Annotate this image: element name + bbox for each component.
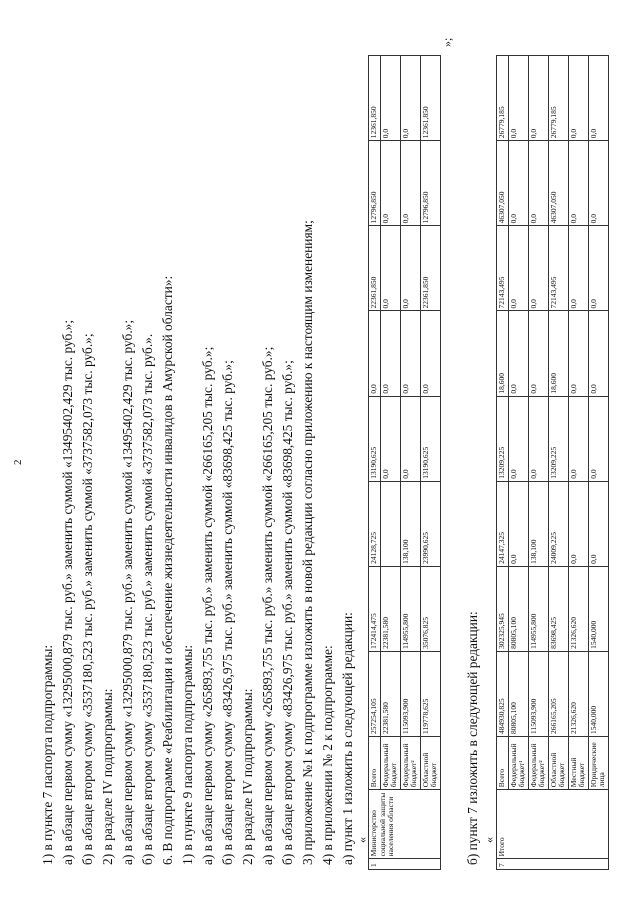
table-row (420, 56, 440, 870)
value-cell: 0,0 (508, 56, 528, 141)
value-cell: 115093,900 (528, 651, 548, 736)
value-cell: 115093,900 (400, 651, 420, 736)
value-cell: 80805,100 (508, 566, 528, 651)
value-cell: 0,0 (568, 311, 588, 396)
text-line: б) пункт 7 изложить в следующей редакции: (465, 611, 480, 865)
value-cell: 257254,105 (369, 651, 381, 736)
table-row (588, 56, 608, 870)
value-cell: 0,0 (588, 311, 608, 396)
value-cell: 0,0 (568, 481, 588, 566)
value-cell: 0,0 (508, 311, 528, 396)
value-cell: 0,0 (400, 141, 420, 226)
source-label: Юридические лица (588, 737, 608, 790)
source-label: Федеральный бюджет¹ (508, 737, 528, 790)
value-cell: 72143,495 (548, 226, 568, 311)
text-line: 6. В подпрограмме «Реабилитация и обеспечение жизнедеятельности инвалидов в Амурской области»: (160, 275, 175, 865)
value-cell: 0,0 (380, 396, 400, 481)
organization-cell: Министерство социальной защиты населения области (369, 790, 441, 859)
value-cell: 0,0 (528, 141, 548, 226)
value-cell: 13190,625 (420, 396, 440, 481)
source-label: Всего (497, 737, 509, 790)
text-line: а) в абзаце первом сумму «265893,755 тыс. руб.» заменить суммой «266165,205 тыс. руб.»; (260, 346, 275, 865)
value-cell: 0,0 (588, 396, 608, 481)
value-cell: 0,0 (420, 311, 440, 396)
text-line: а) в абзаце первом сумму «13295000,879 тыс. руб.» заменить суммой «13495402,429 тыс. руб.»; (60, 319, 75, 865)
value-cell: 13209,225 (497, 396, 509, 481)
value-cell: 0,0 (528, 396, 548, 481)
page-number: 2 (12, 459, 24, 465)
text-line: а) в абзаце первом сумму «13295000,879 тыс. руб.» заменить суммой «13495402,429 тыс. руб.»; (120, 319, 135, 865)
value-cell: 0,0 (400, 311, 420, 396)
value-cell: 13209,225 (548, 396, 568, 481)
value-cell: 1540,000 (588, 651, 608, 736)
value-cell: 0,0 (568, 141, 588, 226)
value-cell: 22361,850 (369, 226, 381, 311)
funding-table-item-7 (496, 55, 609, 870)
close-quote: »; (440, 37, 454, 47)
value-cell: 26779,185 (497, 56, 509, 141)
value-cell: 0,0 (528, 56, 548, 141)
value-cell: 22361,850 (420, 226, 440, 311)
value-cell: 0,0 (588, 481, 608, 566)
value-cell: 0,0 (508, 141, 528, 226)
value-cell: 12796,850 (369, 141, 381, 226)
text-line: 1) в пункте 9 паспорта подпрограммы: (180, 644, 195, 865)
source-label: Областной бюджет (548, 737, 568, 790)
value-cell: 0,0 (380, 141, 400, 226)
value-cell: 12361,850 (369, 56, 381, 141)
text-line: а) пункт 1 изложить в следующей редакции: (340, 612, 355, 865)
value-cell: 119778,625 (420, 651, 440, 736)
table-row (369, 56, 381, 870)
table-row (400, 56, 420, 870)
value-cell: 22381,580 (380, 566, 400, 651)
funding-table-item-1 (368, 55, 441, 870)
value-cell: 0,0 (380, 56, 400, 141)
value-cell: 21326,620 (568, 566, 588, 651)
value-cell: 0,0 (369, 311, 381, 396)
value-cell: 83698,425 (548, 566, 568, 651)
text-line: 4) в приложении № 2 к подпрограмме: (320, 645, 335, 865)
open-quote: « (355, 837, 369, 843)
value-cell: 72143,495 (497, 226, 509, 311)
source-label: Федеральный бюджет² (528, 737, 548, 790)
value-cell: 114955,800 (400, 566, 420, 651)
value-cell: 18,600 (497, 311, 509, 396)
text-line: 2) в разделе IV подпрограммы: (100, 688, 115, 865)
text-line: а) в абзаце первом сумму «265893,755 тыс. руб.» заменить суммой «266165,205 тыс. руб.»; (200, 346, 215, 865)
value-cell: 24147,325 (497, 481, 509, 566)
value-cell: 138,100 (528, 481, 548, 566)
text-line: б) в абзаце втором сумму «83426,975 тыс. руб.» заменить суммой «83698,425 тыс. руб.»; (280, 360, 295, 865)
source-label: Федеральный бюджет² (400, 737, 420, 790)
value-cell: 0,0 (508, 481, 528, 566)
value-cell: 21326,620 (568, 651, 588, 736)
text-line: 1) в пункте 7 паспорта подпрограммы: (40, 644, 55, 865)
table-row (528, 56, 548, 870)
value-cell: 0,0 (400, 396, 420, 481)
organization-cell: Итого (497, 790, 609, 859)
value-cell: 0,0 (568, 396, 588, 481)
text-line: б) в абзаце втором сумму «3537180,523 тыс. руб.» заменить суммой «3737582,073 тыс. руб.»; (80, 333, 95, 865)
value-cell: 484930,825 (497, 651, 509, 736)
value-cell: 0,0 (380, 311, 400, 396)
value-cell: 114955,800 (528, 566, 548, 651)
value-cell: 1540,000 (588, 566, 608, 651)
value-cell: 23990,625 (420, 481, 440, 566)
value-cell: 24128,725 (369, 481, 381, 566)
text-line: 2) в разделе IV подпрограммы: (240, 688, 255, 865)
source-label: Федеральный бюджет (380, 737, 400, 790)
value-cell: 0,0 (588, 56, 608, 141)
value-cell: 0,0 (400, 226, 420, 311)
source-label: Местный бюджет (568, 737, 588, 790)
table-row (497, 56, 509, 870)
value-cell: 0,0 (508, 226, 528, 311)
value-cell: 22381,580 (380, 651, 400, 736)
value-cell: 0,0 (528, 226, 548, 311)
value-cell: 80805,100 (508, 651, 528, 736)
value-cell: 0,0 (588, 141, 608, 226)
source-label: Всего (369, 737, 381, 790)
value-cell: 266165,205 (548, 651, 568, 736)
table-row (508, 56, 528, 870)
value-cell: 12796,850 (420, 141, 440, 226)
value-cell: 46307,050 (548, 141, 568, 226)
value-cell: 24009,225 (548, 481, 568, 566)
value-cell: 302325,945 (497, 566, 509, 651)
value-cell: 138,100 (400, 481, 420, 566)
value-cell: 0,0 (568, 56, 588, 141)
value-cell: 12361,850 (420, 56, 440, 141)
value-cell: 0,0 (528, 311, 548, 396)
value-cell: 26779,185 (548, 56, 568, 141)
open-quote: « (482, 837, 496, 843)
value-cell: 18,600 (548, 311, 568, 396)
table-row (548, 56, 568, 870)
value-cell: 13190,625 (369, 396, 381, 481)
value-cell: 0,0 (508, 396, 528, 481)
row-number: 1 (369, 859, 441, 870)
table-row (380, 56, 400, 870)
value-cell: 46307,050 (497, 141, 509, 226)
table-row (568, 56, 588, 870)
text-line: 3) приложение №1 к подпрограмме изложить в новой редакции согласно приложению к настоящим изменениям; (300, 220, 315, 865)
text-line: б) в абзаце втором сумму «3537180,523 тыс. руб.» заменить суммой «3737582,073 тыс. руб.». (140, 333, 155, 865)
value-cell (380, 481, 400, 566)
value-cell: 0,0 (568, 226, 588, 311)
value-cell: 0,0 (400, 56, 420, 141)
row-number: 7 (497, 859, 609, 870)
value-cell: 172414,475 (369, 566, 381, 651)
value-cell: 35076,825 (420, 566, 440, 651)
text-line: б) в абзаце втором сумму «83426,975 тыс. руб.» заменить суммой «83698,425 тыс. руб.»; (220, 360, 235, 865)
source-label: Областной бюджет (420, 737, 440, 790)
value-cell: 0,0 (588, 226, 608, 311)
value-cell: 0,0 (380, 226, 400, 311)
